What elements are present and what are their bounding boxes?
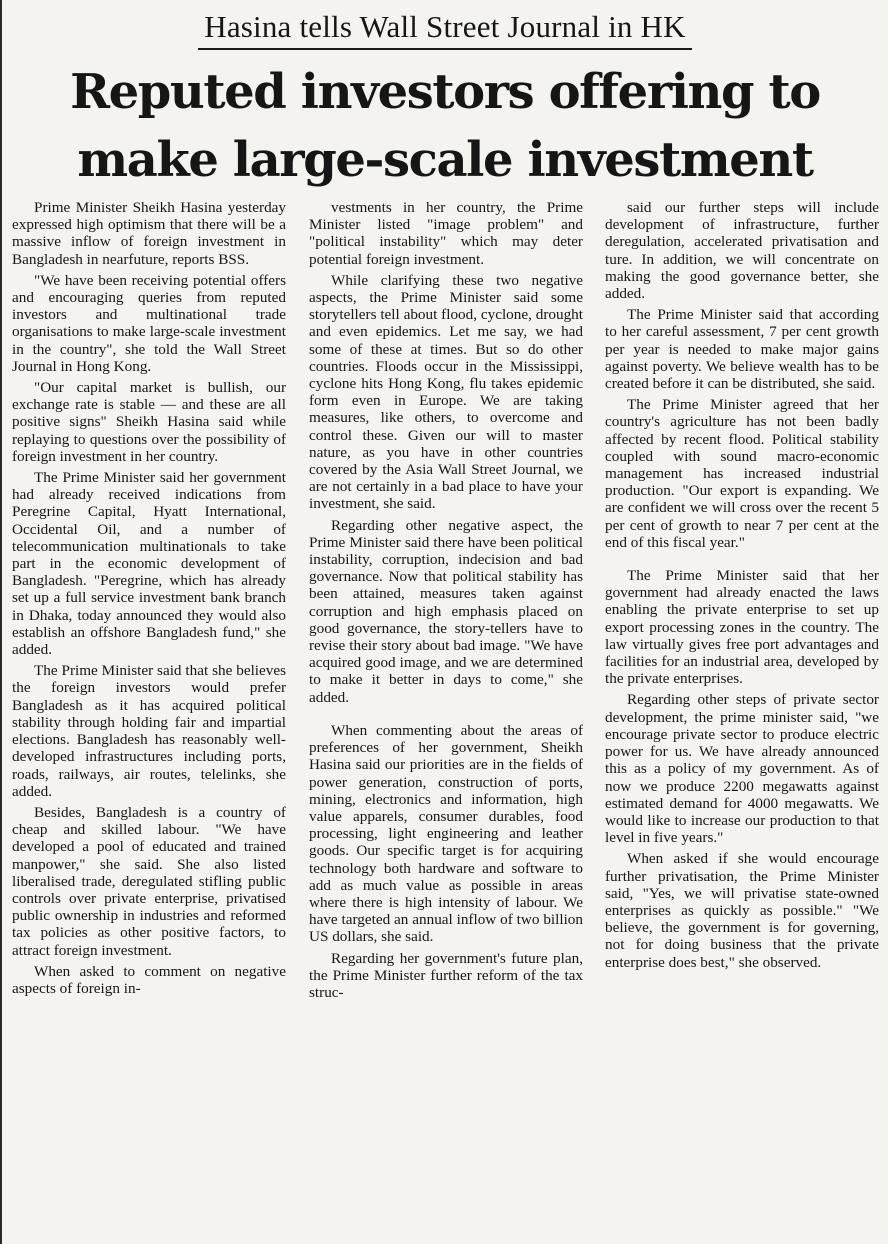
paragraph: "Our capital market is bullish, our exchange rate is stable — and these are all positive signs" Sheikh Hasina said while replaying to questions over the possibility of foreign investment in her country.	[12, 379, 286, 465]
paragraph: While clarifying these two negative aspects, the Prime Minister said some storytellers tell about flood, cyclone, drought and even epidemics. Let me say, we had some of these at times. But so do other countries. Floods occur in the Mississippi, cyclone hits Hong Kong, flu takes epidemic form even in Europe. We are taking measures, like others, to overcome and control these. Given our will to master nature, as you have in other countries covered by the Asia Wall Street Journal, we are not certainly in a bad place to have your investment, she said.	[309, 271, 583, 513]
paragraph: vestments in her country, the Prime Minister listed "image problem" and "political instability" which may deter potential foreign investment.	[309, 199, 583, 268]
paragraph: The Prime Minister said that according to her careful assessment, 7 per cent growth per year is needed to make major gains against poverty. We believe wealth has to be created before it can be distributed, she said.	[605, 306, 879, 393]
paragraph: The Prime Minister said that her government had already enacted the laws enabling the private enterprise to set up export processing zones in the country. The law virtually gives free port advantages and facilities for an industrial area, developed by the private enterprises.	[605, 567, 879, 688]
paragraph: Regarding her government's future plan, the Prime Minister further reform of the tax struc-	[309, 949, 583, 1001]
paragraph: The Prime Minister said her government had already received indications from Peregrine Capital, Hyatt International, Occidental Oil, and a number of telecommunication multinationals to take part in the economic development of Bangladesh. "Peregrine, which has already set up a full service investment bank branch in Dhaka, today announced they would also establish an offshore Bangladesh fund," she added.	[12, 469, 286, 659]
paragraph: The Prime Minister agreed that her country's agriculture has not been badly affected by recent flood. Political stability coupled with sound macro-economic management has increased industrial production. "Our export is expanding. We are confident we will cross over the recent 5 per cent of growth to near 7 per cent at the end of this fiscal year."	[605, 396, 879, 551]
paragraph: When asked if she would encourage further privatisation, the Prime Minister said, "Yes, we will privatise state-owned enterprises as quickly as possible." "We believe, the government is for governing, not for doing business that the private enterprise does best," she observed.	[605, 850, 879, 971]
paragraph: "We have been receiving potential offers and encouraging queries from reputed investors and multinational trade organisations to make large-scale investment in the country", she told the Wall Street Journal in Hong Kong.	[12, 271, 286, 375]
kicker: Hasina tells Wall Street Journal in HK	[198, 8, 692, 50]
headline: Reputed investors offering to make large-scale investment	[70, 64, 820, 188]
paragraph: Regarding other steps of private sector development, the prime minister said, "we encourage private sector to produce electric power for us. We have already announced this as a policy of my government. As of now we produce 2200 megawatts against estimated demand for 4000 megawatts. We would like to increase our production to that level in five years."	[605, 691, 879, 847]
paragraph: The Prime Minister said that she believes the foreign investors would prefer Bangladesh as it has acquired political stability through holding fair and impartial elections. Bangladesh has reasonably well-developed infrastructures including ports, roads, railways, air routes, telelinks, she added.	[12, 662, 286, 800]
article-column-1	[12, 199, 286, 1235]
paragraph: said our further steps will include development of infrastructure, further deregulation, accelerated privatisation and ture. In addition, we will concentrate on making the good governance better, she added.	[605, 199, 879, 303]
kicker-wrap	[2, 8, 888, 50]
paragraph: Besides, Bangladesh is a country of cheap and skilled labour. "We have developed a pool of educated and trained manpower," she said. She also listed liberalised trade, deregulated stifling public controls over private enterprise, privatised public ownership in industries and reformed tax policies as other positive factors, to attract foreign investment.	[12, 803, 286, 959]
article-column-2	[309, 199, 583, 1235]
paragraph: When commenting about the areas of preferences of her government, Sheikh Hasina said our priorities are in the fields of power generation, construction of ports, mining, electronics and information, high value apparels, consumer durables, food processing, light engineering and leather goods. Our specific target is for acquiring technology both hardware and software to add as much value as possible in areas where there is high intensity of labour. We have targeted an annual inflow of two billion US dollars, she said.	[309, 721, 583, 946]
paragraph: Regarding other negative aspect, the Prime Minister said there have been political instability, corruption, indecision and bad governance. Now that political stability has been attained, measures taken against corruption and high emphasis placed on good governance, the story-tellers have to revise their story about bad image. "We have acquired good image, and we are determined to make it better in days to come," she added.	[309, 516, 583, 706]
paragraph: Prime Minister Sheikh Hasina yesterday expressed high optimism that there will be a massive inflow of foreign investment in Bangladesh in nearfuture, reports BSS.	[12, 199, 286, 268]
paragraph: When asked to comment on negative aspects of foreign in-	[12, 962, 286, 997]
article-column-3	[605, 199, 879, 1235]
